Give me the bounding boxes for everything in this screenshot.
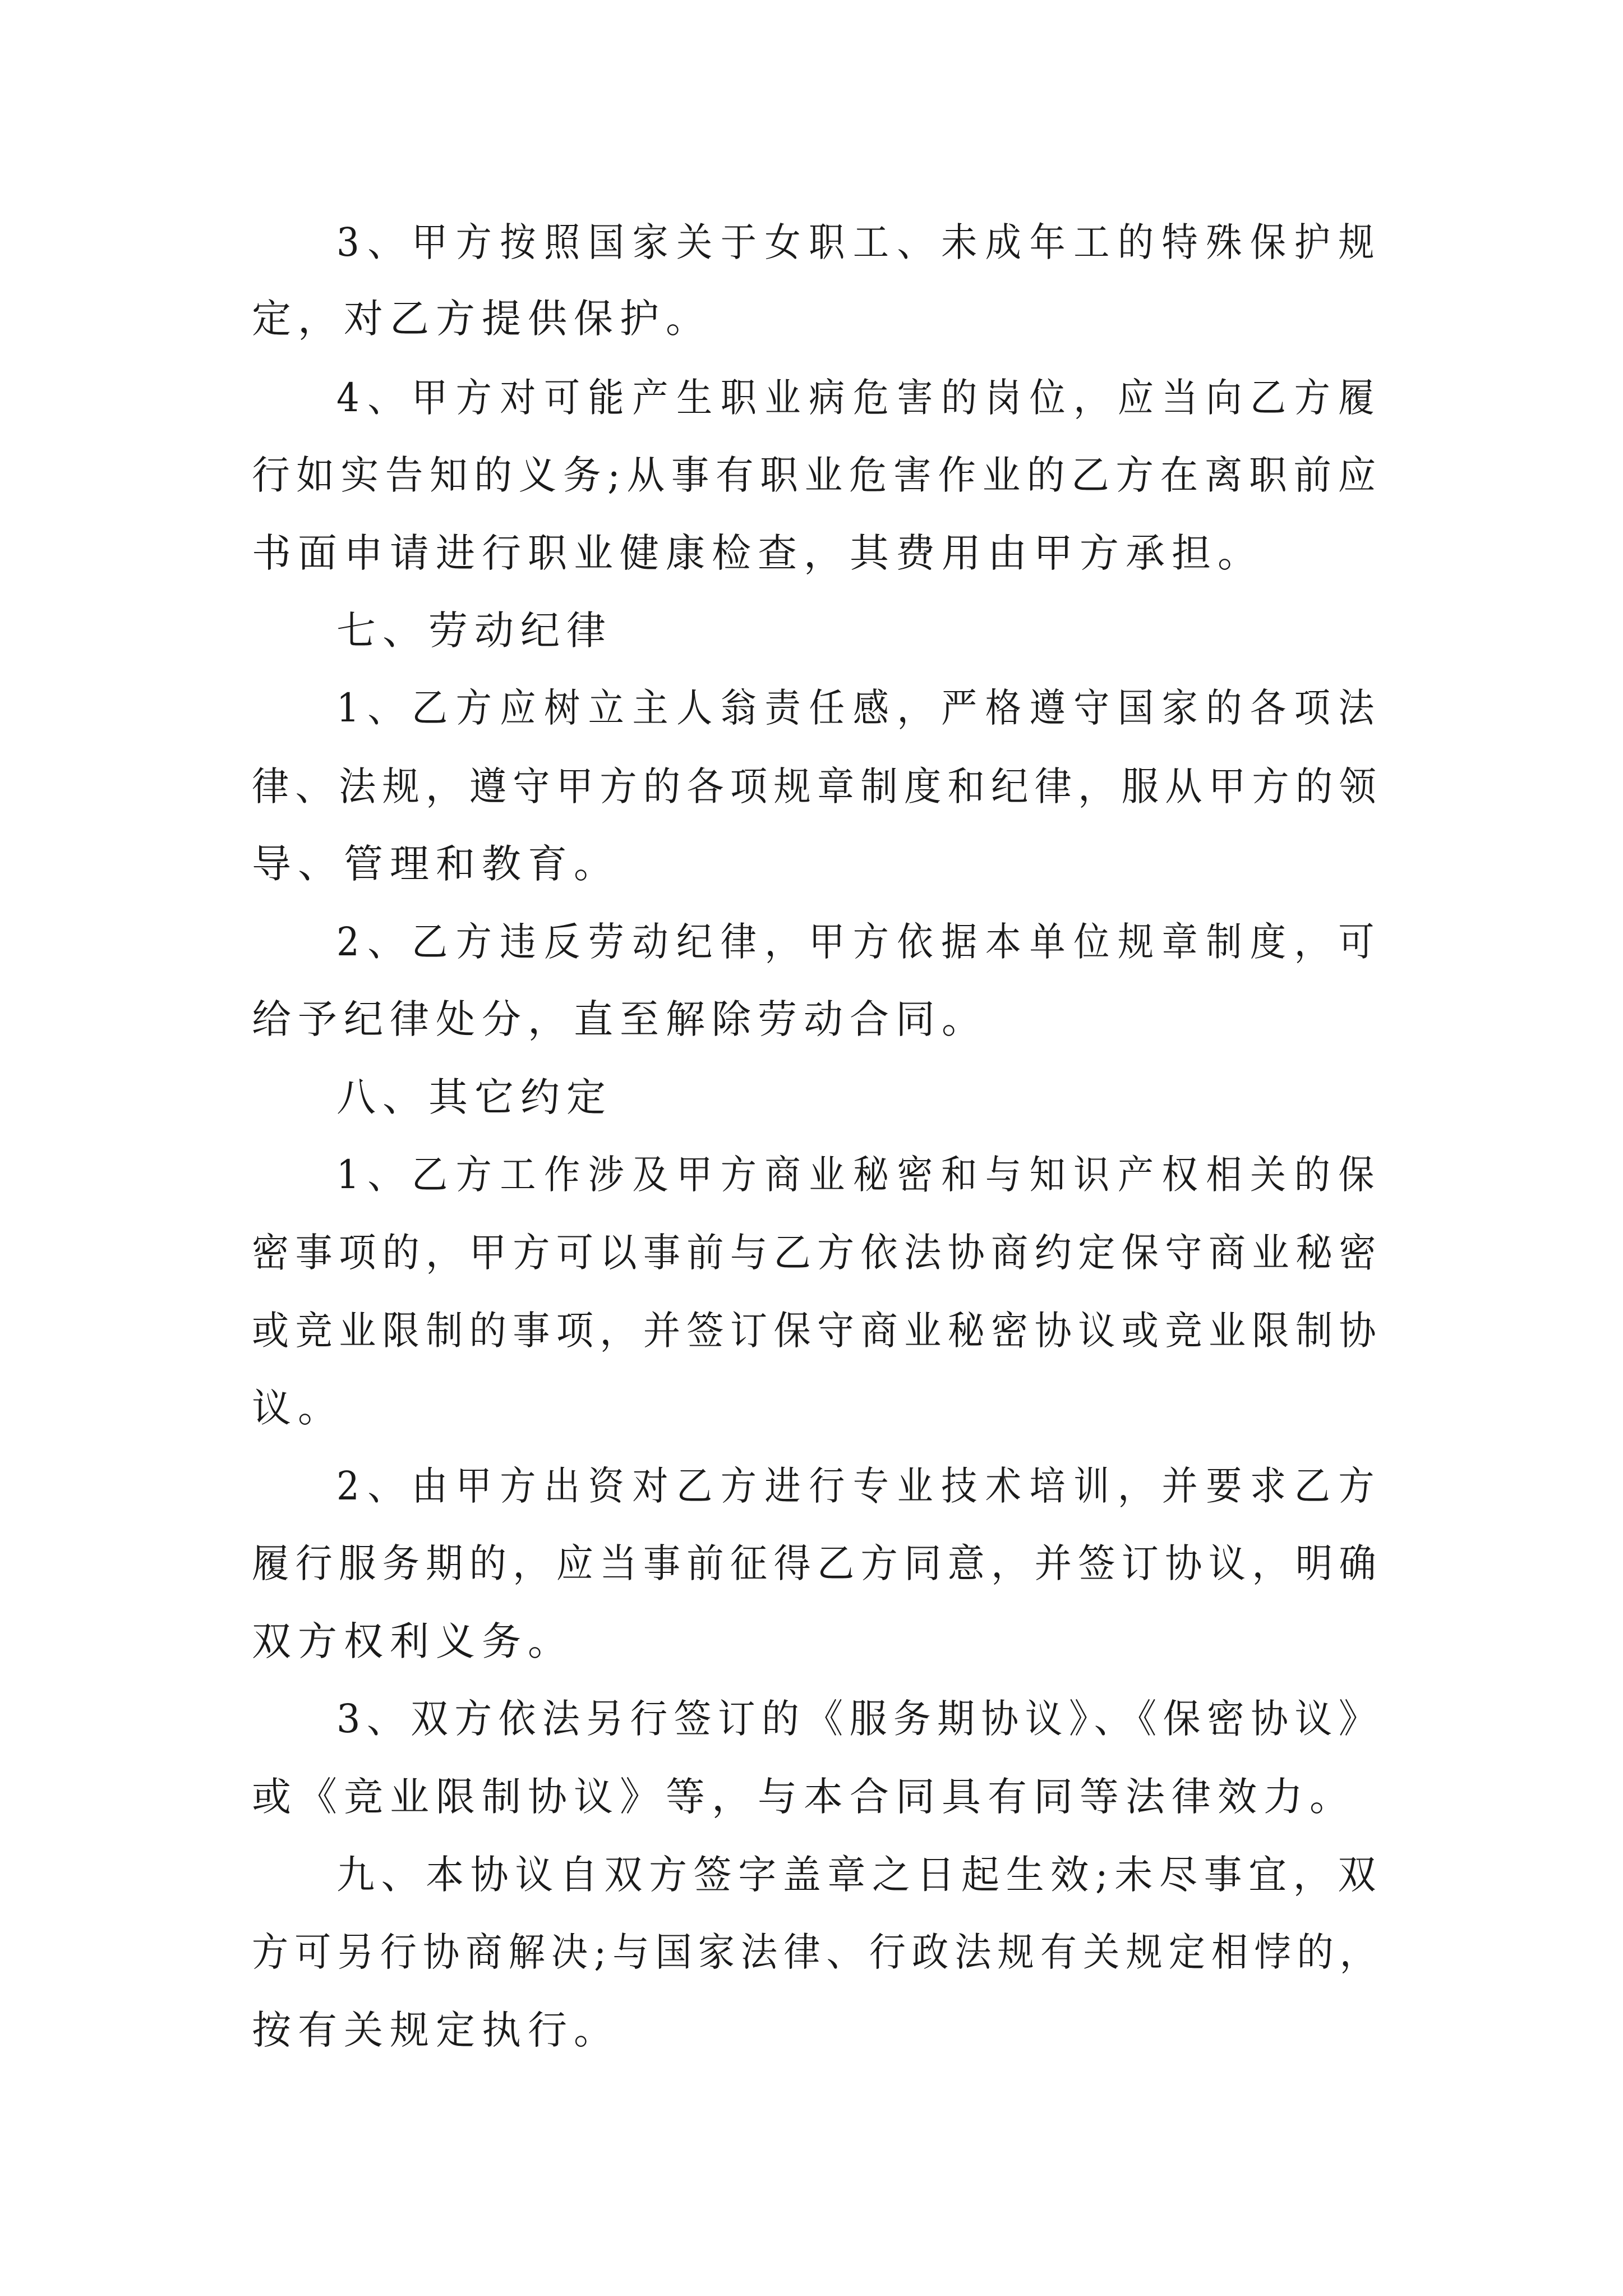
paragraph-line: 定，对乙方提供保护。: [252, 296, 712, 342]
paragraph-line: 或《竞业限制协议》等，与本合同具有同等法律效力。: [252, 1774, 1355, 1820]
paragraph-line: 议。: [252, 1385, 344, 1431]
paragraph-line: 密事项的，甲方可以事前与乙方依法协商约定保守商业秘密: [252, 1230, 1383, 1276]
paragraph-line: 履行服务期的，应当事前征得乙方同意，并签订协议，明确: [252, 1540, 1383, 1586]
paragraph-line: 导、管理和教育。: [252, 841, 620, 887]
paragraph-line: 1、乙方应树立主人翁责任感，严格遵守国家的各项法: [336, 685, 1383, 731]
paragraph-line: 律、法规，遵守甲方的各项规章制度和纪律，服从甲方的领: [252, 763, 1383, 809]
paragraph-line: 3、甲方按照国家关于女职工、未成年工的特殊保护规: [336, 219, 1383, 265]
section-heading: 七、劳动纪律: [336, 608, 612, 654]
paragraph-line: 行如实告知的义务;从事有职业危害作业的乙方在离职前应: [252, 452, 1382, 498]
paragraph-line: 3、双方依法另行签订的《服务期协议》、《保密协议》: [336, 1696, 1383, 1742]
paragraph-line: 4、甲方对可能产生职业病危害的岗位，应当向乙方履: [336, 375, 1383, 421]
paragraph-line: 书面申请进行职业健康检查，其费用由甲方承担。: [252, 530, 1264, 576]
paragraph-line: 或竞业限制的事项，并签订保守商业秘密协议或竞业限制协: [252, 1308, 1383, 1354]
paragraph-line: 2、由甲方出资对乙方进行专业技术培训，并要求乙方: [336, 1463, 1383, 1509]
paragraph-line: 双方权利义务。: [252, 1618, 574, 1664]
section-heading: 八、其它约定: [336, 1074, 612, 1120]
paragraph-line: 九、本协议自双方签字盖章之日起生效;未尽事宜，双: [336, 1852, 1382, 1898]
paragraph-line: 1、乙方工作涉及甲方商业秘密和与知识产权相关的保: [336, 1152, 1383, 1198]
paragraph-line: 给予纪律处分，直至解除劳动合同。: [252, 996, 988, 1042]
paragraph-line: 2、乙方违反劳动纪律，甲方依据本单位规章制度，可: [336, 919, 1383, 965]
paragraph-line: 方可另行协商解决;与国家法律、行政法规有关规定相悖的，: [252, 1929, 1383, 1975]
paragraph-line: 按有关规定执行。: [252, 2007, 620, 2053]
